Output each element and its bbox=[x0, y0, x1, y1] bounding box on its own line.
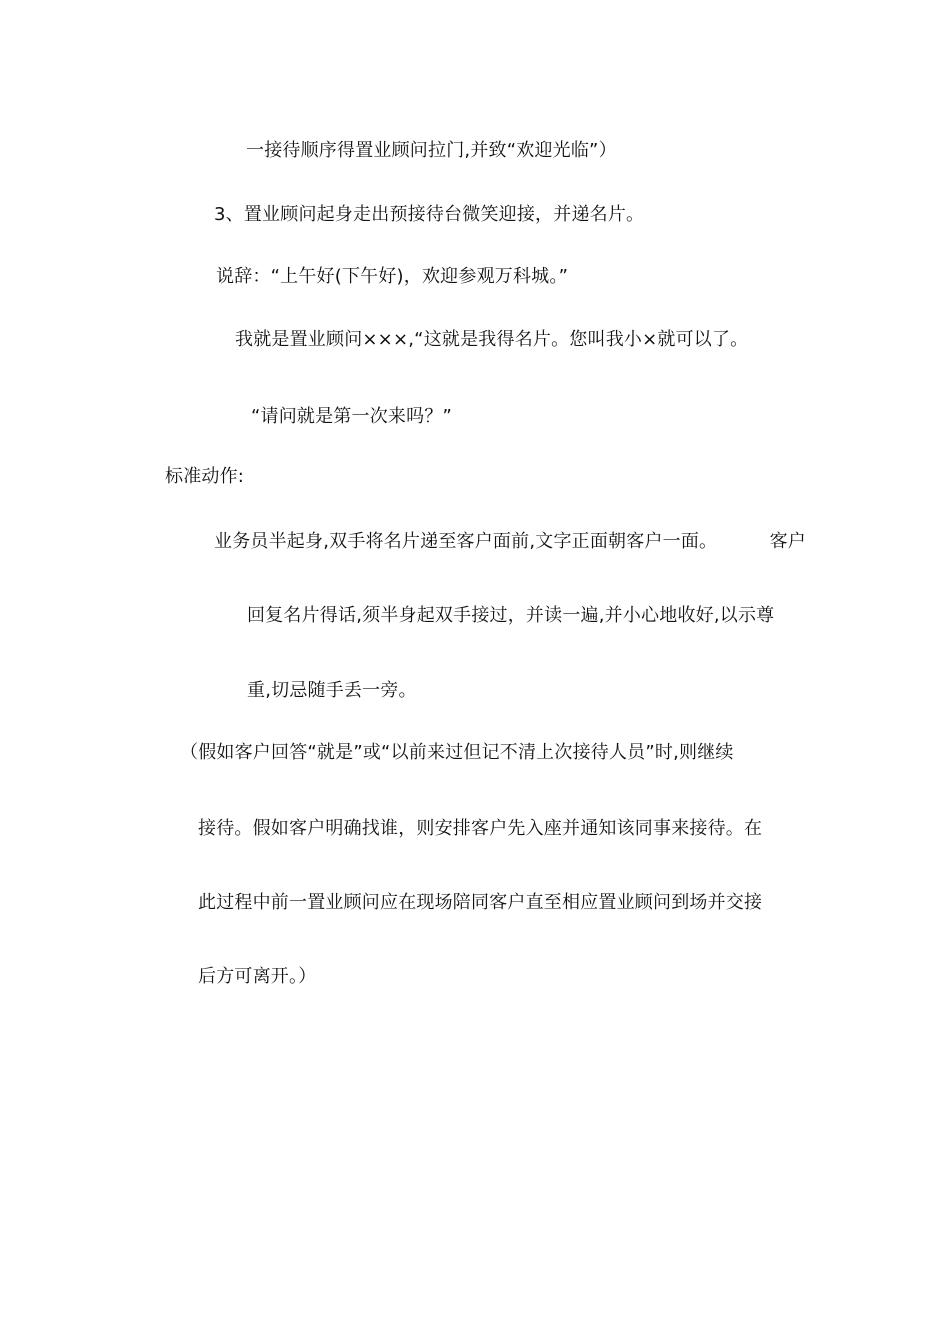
text-line-7 bbox=[214, 530, 806, 554]
text-line-12: 此过程中前一置业顾问应在现场陪同客户直至相应置业顾问到场并交接 bbox=[198, 892, 763, 913]
text-line-5: “请问就是第一次来吗？” bbox=[251, 406, 453, 427]
text-line-8: 回复名片得话,须半身起双手接过，并读一遍,并小心地收好,以示尊 bbox=[247, 605, 775, 626]
text-line-2: 3、置业顾问起身走出预接待台微笑迎接，并递名片。 bbox=[214, 204, 645, 225]
text-line-7-main: 业务员半起身,双手将名片递至客户面前,文字正面朝客户一面。 bbox=[214, 531, 718, 552]
text-line-3: 说辞：“上午好(下午好)，欢迎参观万科城。” bbox=[216, 266, 569, 287]
text-line-1: 一接待顺序得置业顾问拉门,并致“欢迎光临”） bbox=[246, 140, 617, 161]
text-line-4: 我就是置业顾问×××,“这就是我得名片。您叫我小×就可以了。 bbox=[235, 329, 749, 350]
text-line-7-tail: 客户 bbox=[769, 531, 806, 552]
text-line-10: （假如客户回答“就是”或“以前来过但记不清上次接待人员”时,则继续 bbox=[180, 742, 734, 763]
text-line-11: 接待。假如客户明确找谁，则安排客户先入座并通知该同事来接待。在 bbox=[198, 818, 763, 839]
text-line-13: 后方可离开。） bbox=[198, 966, 317, 987]
section-heading-standard-actions: 标准动作: bbox=[165, 466, 245, 487]
text-line-9: 重,切忌随手丢一旁。 bbox=[247, 680, 417, 701]
